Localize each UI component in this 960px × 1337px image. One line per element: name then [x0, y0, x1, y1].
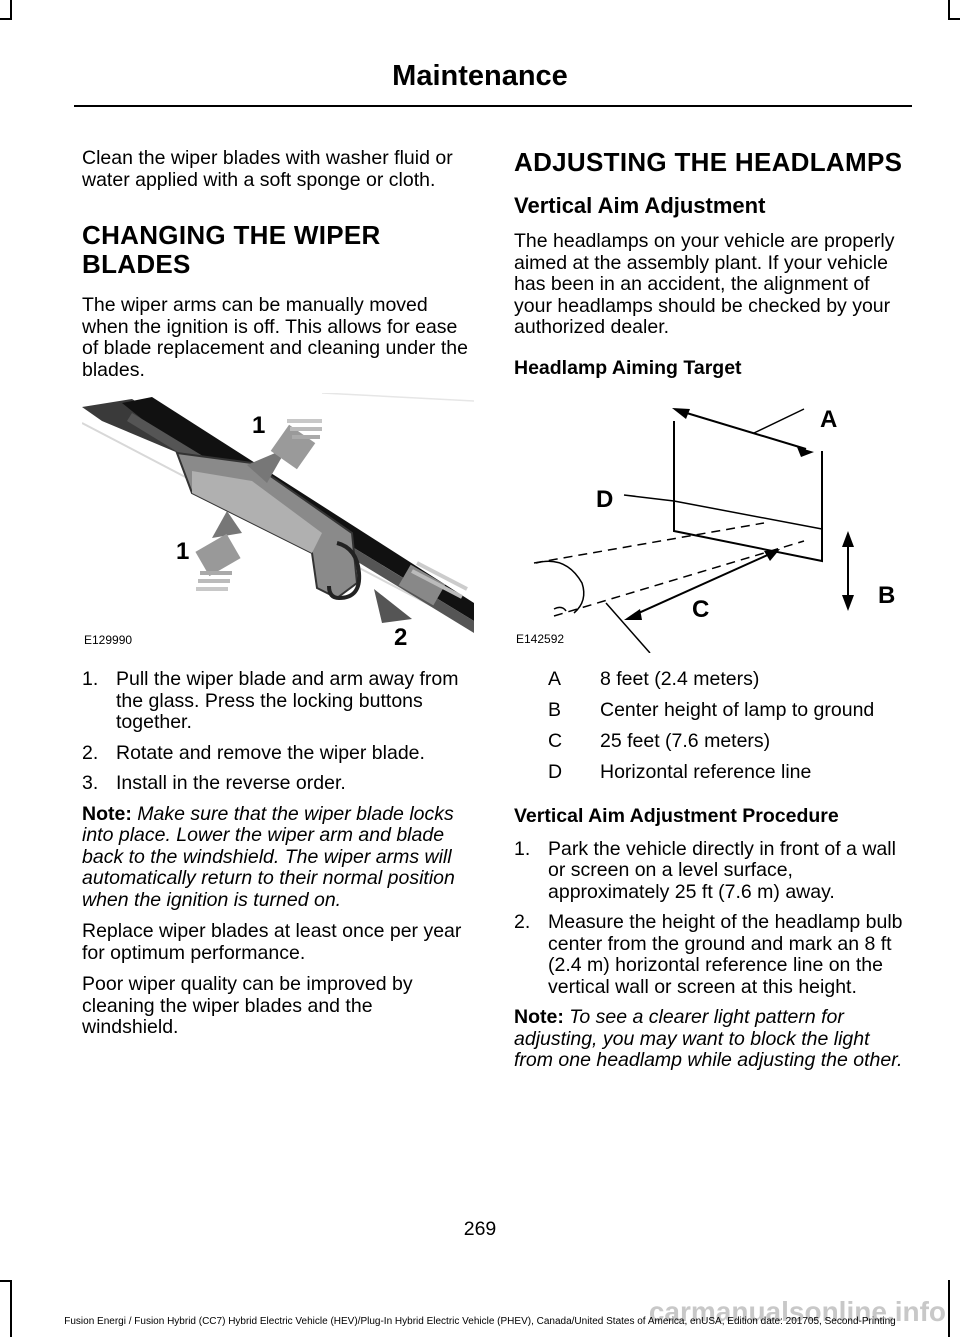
list-item: 2. Measure the height of the headlamp bulb center from the ground and mark an 8 ft (2.4 m) horizontal reference line on the vertical wall or screen at this height.	[514, 911, 903, 998]
crop-mark	[0, 18, 12, 20]
crop-mark	[948, 1280, 950, 1337]
legend-row: B Center height of lamp to ground	[548, 699, 875, 722]
wiper-note: Note: Make sure that the wiper blade locks into place. Lower the wiper arm and blade back to the windshield. The wiper arms will automatically return to their normal position when the ignition is turned on.	[82, 802, 455, 911]
headlamp-intro-paragraph: The headlamps on your vehicle are properly aimed at the assembly plant. If your vehicle has been in an accident, the alignment of your headlamps should be checked by your authorized dealer.	[514, 230, 895, 338]
figure-code: E142592	[516, 632, 565, 646]
crop-mark	[10, 1280, 12, 1337]
wiper-blade-figure	[82, 393, 474, 653]
wiper-section-heading: CHANGING THE WIPER BLADES	[82, 220, 381, 279]
wiper-clean-paragraph: Clean the wiper blades with washer fluid or water applied with a soft sponge or cloth.	[82, 147, 453, 191]
figure-code: E129990	[84, 632, 133, 647]
label-c: C	[692, 595, 710, 623]
crop-mark	[948, 18, 960, 20]
crop-mark	[0, 1280, 12, 1282]
watermark: carmanualsonline.info	[648, 1296, 946, 1327]
wiper-steps-list	[82, 669, 474, 795]
wiper-blade-illustration	[82, 393, 474, 653]
legend-row: A 8 feet (2.4 meters)	[548, 668, 760, 691]
callout-1-top: 1	[252, 412, 266, 439]
headlamp-section-heading: ADJUSTING THE HEADLAMPS	[514, 147, 903, 177]
legend-row: D Horizontal reference line	[548, 761, 812, 784]
callout-2: 2	[394, 624, 408, 651]
aiming-target-figure	[514, 391, 910, 653]
label-b: B	[878, 581, 896, 609]
aiming-target-heading: Headlamp Aiming Target	[514, 356, 742, 379]
list-item: 1. Park the vehicle directly in front of a wall or screen on a level surface, approximately 25 ft (7.6 m) away.	[514, 837, 896, 903]
page-title: Maintenance	[392, 60, 568, 92]
aiming-legend	[514, 665, 910, 789]
right-column	[514, 148, 910, 1082]
label-d: D	[596, 485, 614, 513]
page-number: 269	[463, 1218, 497, 1240]
crop-mark	[10, 0, 12, 20]
callout-1-bottom: 1	[176, 538, 190, 565]
wiper-intro-paragraph: The wiper arms can be manually moved when the ignition is off. This allows for ease of blade replacement and cleaning under the blades.	[82, 294, 468, 381]
crop-mark	[948, 0, 950, 20]
list-item: 3. Install in the reverse order.	[82, 772, 346, 794]
replace-paragraph: Replace wiper blades at least once per year for optimum performance.	[82, 920, 462, 964]
procedure-steps-list	[514, 839, 910, 999]
quality-paragraph: Poor wiper quality can be improved by cleaning the wiper blades and the windshield.	[82, 973, 413, 1038]
label-a: A	[820, 405, 838, 433]
header-rule	[74, 105, 912, 107]
vertical-aim-heading: Vertical Aim Adjustment	[514, 193, 766, 218]
aiming-target-diagram	[514, 391, 910, 653]
legend-row: C 25 feet (7.6 meters)	[548, 730, 771, 753]
list-item: 2. Rotate and remove the wiper blade.	[82, 741, 425, 764]
left-column	[82, 148, 474, 1049]
footer-text: Fusion Energi / Fusion Hybrid (CC7) Hybrid Electric Vehicle (HEV)/Plug-In Hybrid Electric Vehicle (PHEV), Canada/United States of America, enUSA, Edition date: 201705, Second-Printing	[64, 1316, 896, 1327]
list-item: 1. Pull the wiper blade and arm away from the glass. Press the locking buttons together.	[82, 668, 459, 733]
procedure-heading: Vertical Aim Adjustment Procedure	[514, 804, 839, 827]
press-arrow-bottom	[195, 511, 242, 589]
headlamp-note: Note: To see a clearer light pattern for adjusting, you may want to block the light from one headlamp while adjusting the other.	[514, 1006, 903, 1071]
